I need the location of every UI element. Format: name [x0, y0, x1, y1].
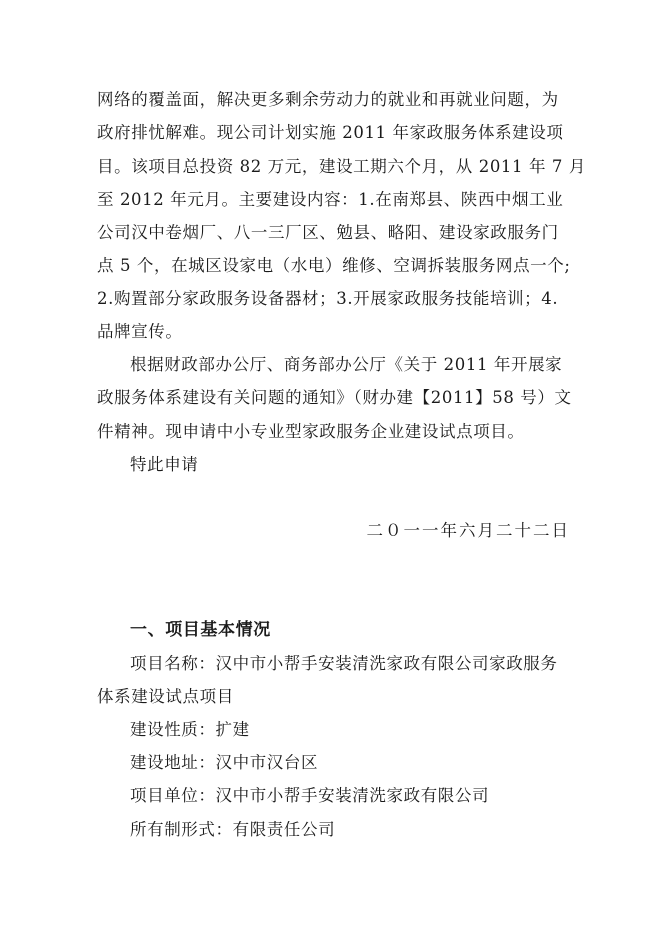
paragraph1-line-1: 网络的覆盖面，解决更多剩余劳动力的就业和再就业问题，为: [97, 90, 559, 109]
construction-nature: 建设性质：扩建: [130, 720, 250, 739]
paragraph1-line-8: 品牌宣传。: [97, 322, 183, 341]
project-unit: 项目单位：汉中市小帮手安装清洗家政有限公司: [130, 786, 490, 805]
ownership-form: 所有制形式：有限责任公司: [130, 820, 336, 839]
paragraph1-line-3: 目。该项目总投资 82 万元，建设工期六个月，从 2011 年 7 月: [97, 157, 586, 176]
section-heading: 一、项目基本情况: [130, 620, 271, 640]
project-name-line-1: 项目名称：汉中市小帮手安装清洗家政有限公司家政服务: [130, 654, 558, 673]
paragraph2-line-1: 根据财政部办公厅、商务部办公厅《关于 2011 年开展家: [130, 355, 563, 374]
construction-address: 建设地址：汉中市汉台区: [130, 753, 319, 772]
paragraph1-line-5: 公司汉中卷烟厂、八一三厂区、勉县、略阳、建设家政服务门: [97, 223, 559, 242]
paragraph2-line-3: 件精神。现申请中小专业型家政服务企业建设试点项目。: [97, 422, 525, 441]
paragraph1-line-7: 2.购置部分家政服务设备器材；3.开展家政服务技能培训；4.: [97, 289, 559, 308]
closing-text: 特此申请: [130, 455, 199, 474]
paragraph1-line-6: 点 5 个，在城区设家电（水电）维修、空调拆装服务网点一个;: [97, 256, 571, 275]
paragraph1-line-4: 至 2012 年元月。主要建设内容：1.在南郑县、陕西中烟工业: [97, 190, 564, 209]
paragraph1-line-2: 政府排忧解难。现公司计划实施 2011 年家政服务体系建设项: [97, 123, 564, 142]
paragraph2-line-2: 政服务体系建设有关问题的通知》（财办建【2011】58 号）文: [97, 388, 572, 407]
document-date: 二０一一年六月二十二日: [366, 521, 570, 540]
project-name-line-2: 体系建设试点项目: [97, 687, 234, 706]
